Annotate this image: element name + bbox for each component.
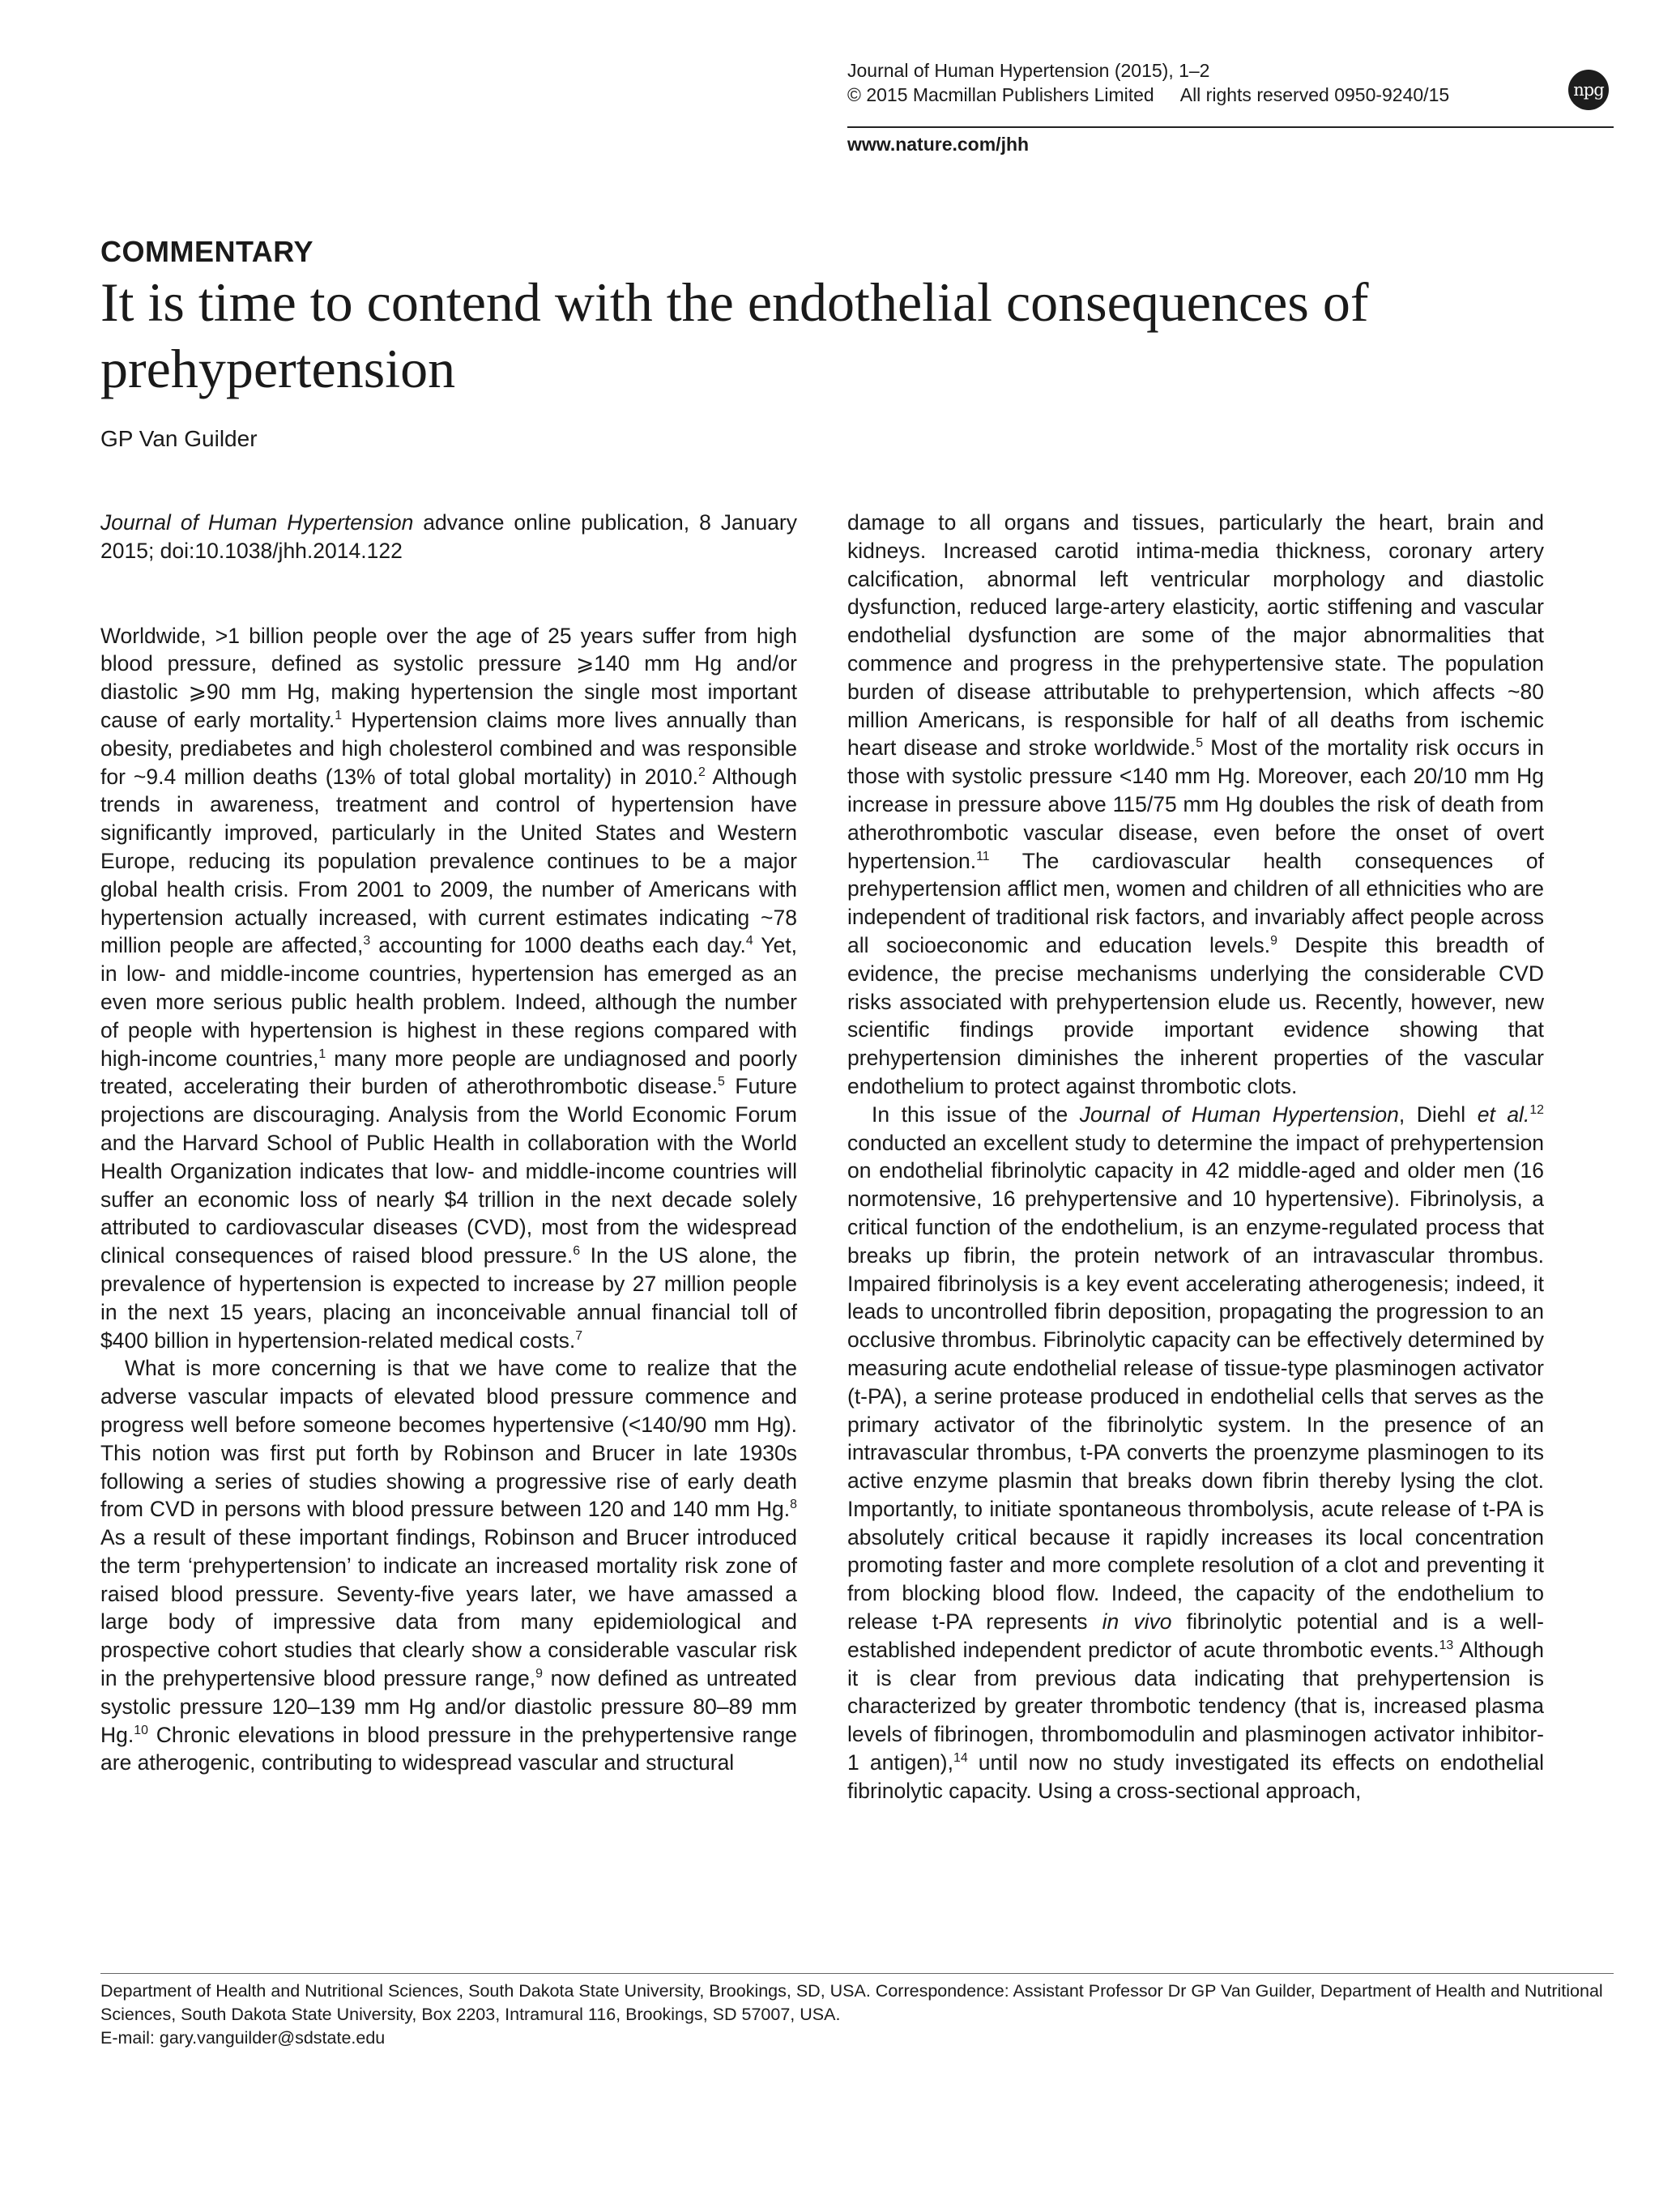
citation-ref: 9 [535,1667,544,1681]
text-run: In the US alone, the prevalence of hypertension is expected to increase by 27 million people in the next 15 years, placing an inconceivable annual financial toll of $400 billion in hypertension-related medical costs. [100,1243,797,1353]
right-text-column [847,509,1544,1805]
citation-ref: 7 [575,1328,583,1343]
text-run: fibrinolytic potential and is a well-established independent predictor of acute thrombotic events. [847,1609,1544,1662]
npg-logo: npg [1568,70,1609,110]
citation-ref: 11 [976,849,990,863]
journal-name-italic: Journal of Human Hypertension [1079,1102,1399,1127]
citation-ref: 13 [1439,1639,1454,1653]
journal-url-link[interactable]: www.nature.com/jhh [847,134,1030,155]
citation-ref: 10 [134,1723,148,1737]
copyright-line [847,83,1614,107]
pubinfo-details: advance online publication, 8 January 2015; doi:10.1038/jhh.2014.122 [100,510,798,563]
text-run: Most of the mortality risk occurs in those with systolic pressure <140 mm Hg. Moreover, each 20/10 mm Hg increase in pressure above 115/75 mm Hg doubles the risk of death from atherothrombotic vascular disease, even before the onset of overt hypertension. [847,735,1544,873]
text-run: , Diehl [1398,1102,1478,1127]
body-paragraph [100,622,797,1355]
citation-ref: 4 [745,934,753,948]
left-text-column [100,509,797,1777]
body-paragraph [100,1354,797,1777]
text-run: Yet, in low- and middle-income countries, hypertension has emerged as an even more serious public health problem. Indeed, although the number of people with hypertension is highest in these regions compared with high-income countries, [100,933,798,1071]
text-run: Future projections are discouraging. Analysis from the World Economic Forum and the Harvard School of Public Health in collaboration with the World Health Organization indicates that low- and middle-income countries will suffer an economic loss of nearly $4 trillion in the next decade solely attributed to cardiovascular diseases (CVD), most from the widespread clinical consequences of raised blood pressure. [100,1074,798,1268]
text-run: What is more concerning is that we have come to realize that the adverse vascular impacts of elevated blood pressure commence and progress well before someone becomes hypertensive (<140/90 mm Hg). This notion was first put forth by Robinson and Brucer in late 1930s following a series of studies showing a progressive rise of early death from CVD in persons with blood pressure between 120 and 140 mm Hg. [100,1356,797,1522]
text-run: accounting for 1000 deaths each day. [370,933,746,958]
journal-citation-line: Journal of Human Hypertension (2015), 1–2 [847,60,1210,81]
citation-ref: 8 [790,1498,797,1512]
text-run: Although it is clear from previous data indicating that prehypertension is characterized by greater thrombotic tendency (that is, increased plasma levels of fibrinogen, thrombomodulin and plasminogen activator inhibitor-1 antigen), [847,1637,1544,1775]
author-name: GP Van Guilder [100,426,258,451]
text-run: damage to all organs and tissues, particularly the heart, brain and kidneys. Increased carotid intima-media thickness, coronary artery calcification, abnormal left ventricular morphology and diastolic dysfunction, reduced large-artery elasticity, aortic stiffening and vascular endothelial dysfunction are some of the major abnormalities that commence and progress in the prehypertensive state. The population burden of disease attributable to prehypertension, which affects ~80 million Americans, is responsible for half of all deaths from ischemic heart disease and stroke worldwide. [847,510,1544,761]
citation-ref: 5 [717,1075,725,1089]
text-run: Hypertension claims more lives annually than obesity, prediabetes and high cholesterol combined and was responsible for ~9.4 million deaths (13% of total global mortality) in 2010. [100,707,797,789]
citation-ref: 2 [698,765,706,779]
citation-ref: 9 [1270,934,1277,948]
text-run: conducted an excellent study to determine the impact of prehypertension on endothelial fibrinolytic capacity in 42 middle-aged and older men (16 normotensive, 16 prehypertensive and 10 hypertensive). Fibrinolysis, a critical function of the endothelium, is an enzyme-regulated process that breaks up fibrin, the protein network of an intravascular thrombus. Impaired fibrinolysis is a key event accelerating atherogenesis; indeed, it leads to uncontrolled fibrin deposition, propagating the progression to an occlusive thrombus. Fibrinolytic capacity can be effectively determined by measuring acute endothelial release of tissue-type plasminogen activator (t-PA), a serine protease produced in endothelial cells that serves as the primary activator of the fibrinolytic system. In the presence of an intravascular thrombus, t-PA converts the proenzyme plasminogen to its active enzyme plasmin that breaks down fibrin thereby lysing the clot. Importantly, to initiate spontaneous thrombolysis, acute release of t-PA is absolutely critical because it rapidly increases its local concentration promoting faster and more complete resolution of a clot and preventing it from blocking blood flow. Indeed, the capacity of the endothelium to release t-PA represents [847,1130,1544,1634]
text-run: Worldwide, >1 billion people over the age of 25 years suffer from high blood pressure, defined as systolic pressure ⩾140 mm Hg and/or diastolic ⩾90 mm Hg, making hypertension the single most important cause of early mortality. [100,623,797,732]
pubinfo-journal: Journal of Human Hypertension [100,510,414,535]
text-run: now defined as untreated systolic pressure 120–139 mm Hg and/or diastolic pressure 80–89 mm Hg. [100,1666,797,1747]
email-text[interactable]: E-mail: gary.vanguilder@sdstate.edu [100,2028,386,2048]
citation-ref: 3 [363,934,371,948]
citation-ref: 12 [1529,1102,1544,1117]
journal-masthead [847,58,1614,107]
section-label: COMMENTARY [100,235,313,268]
footer-rule [100,1973,1614,1974]
text-run: In this issue of the [872,1102,1080,1127]
in-vivo-italic: in vivo [1102,1609,1172,1634]
citation-ref: 1 [335,709,343,723]
text-run: The cardiovascular health consequences of prehypertension afflict men, women and children of all ethnicities who are independent of traditional risk factors, and invariably affect people across all socioeconomic and education levels. [847,848,1544,957]
citation-ref: 14 [953,1751,968,1766]
body-paragraph [847,509,1544,1101]
text-run: until now no study investigated its effects on endothelial fibrinolytic capacity. Using a cross-sectional approach, [847,1750,1544,1803]
text-run: Chronic elevations in blood pressure in the prehypertensive range are atherogenic, contributing to widespread vascular and structural [100,1722,797,1775]
citation-ref: 6 [573,1244,581,1259]
copyright-text: © 2015 Macmillan Publishers Limited [847,84,1154,105]
text-run: As a result of these important findings, Robinson and Brucer introduced the term ‘prehypertension’ to indicate an increased mortality risk zone of raised blood pressure. Seventy-five years later, we have amassed a large body of impressive data from many epidemiological and prospective cohort studies that clearly show a considerable vascular risk in the prehypertensive blood pressure range, [100,1525,797,1691]
publication-info [100,509,797,565]
affiliation-text: Department of Health and Nutritional Sciences, South Dakota State University, Brookings, SD, USA. Correspondence: Assistant Professor Dr GP Van Guilder, Department of Health and Nutritional Sciences, South Dakota State University, Box 2203, Intramural 116, Brookings, SD 57007, USA. [100,1981,1603,2024]
body-paragraph [847,1101,1544,1805]
text-run: many more people are undiagnosed and poorly treated, accelerating their burden of atherothrombotic disease. [100,1046,797,1099]
affiliation-footnote [100,1980,1614,2050]
et-al-italic: et al. [1477,1102,1530,1127]
text-run: Although trends in awareness, treatment and control of hypertension have significantly improved, particularly in the United States and Western Europe, reducing its population prevalence continues to be a major global health crisis. From 2001 to 2009, the number of Americans with hypertension actually increased, with current estimates indicating ~78 million people are affected, [100,764,797,958]
article-title: It is time to contend with the endothelial consequences of prehypertension [100,271,1369,399]
text-run: Despite this breadth of evidence, the precise mechanisms underlying the considerable CVD risks associated with prehypertension elude us. Recently, however, new scientific findings provide important evidence showing that prehypertension diminishes the inherent properties of the vascular endothelium to protect against thrombotic clots. [847,932,1544,1098]
header-rule [847,126,1614,128]
citation-ref: 1 [318,1046,326,1061]
citation-ref: 5 [1196,736,1204,751]
rights-text: All rights reserved 0950-9240/15 [1179,84,1450,105]
